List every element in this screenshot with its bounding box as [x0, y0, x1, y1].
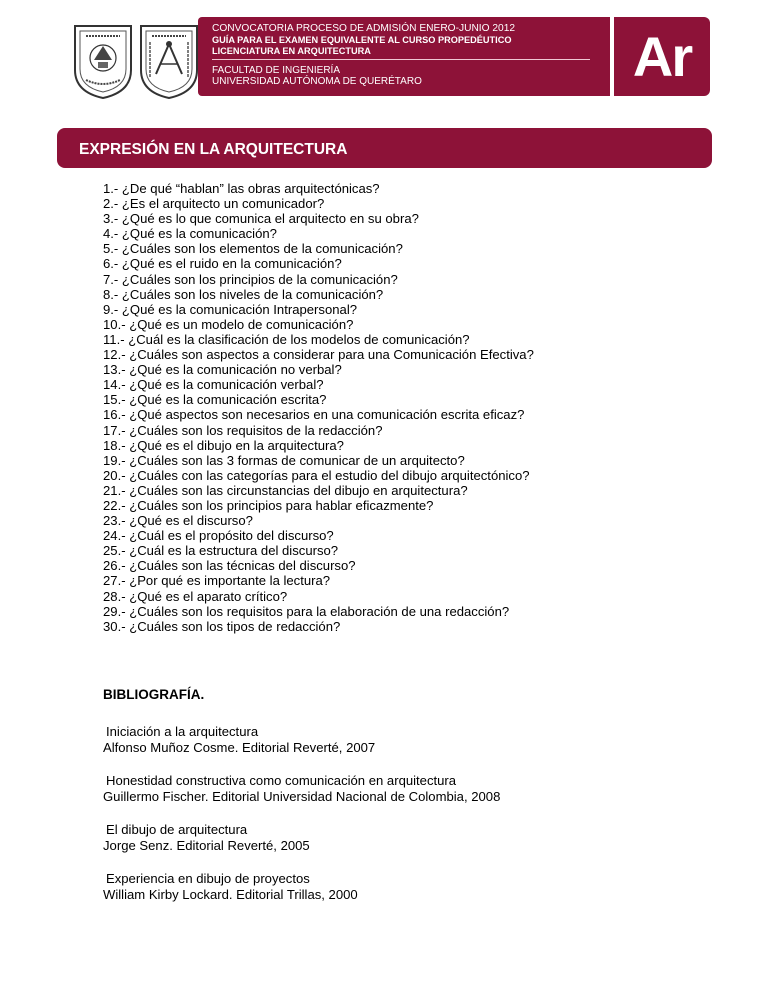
- question-item: 4.- ¿Qué es la comunicación?: [103, 226, 277, 242]
- question-item: 7.- ¿Cuáles son los principios de la comunicación?: [103, 271, 398, 287]
- question-item: 15.- ¿Qué es la comunicación escrita?: [103, 392, 327, 408]
- question-item: 24.- ¿Cuál es el propósito del discurso?: [103, 528, 334, 544]
- question-item: 29.- ¿Cuáles son los requisitos para la elaboración de una redacción?: [103, 603, 510, 619]
- bibliography-entry: [103, 822, 500, 854]
- header-universidad: UNIVERSIDAD AUTÓNOMA DE QUERÉTARO: [212, 76, 422, 87]
- question-list: [103, 181, 534, 634]
- question-item: 18.- ¿Qué es el dibujo en la arquitectura?: [103, 437, 344, 453]
- question-item: 9.- ¿Qué es la comunicación Intrapersonal?: [103, 301, 358, 317]
- question-item: 6.- ¿Qué es el ruido en la comunicación?: [103, 256, 342, 272]
- bibliography-title: Iniciación a la arquitectura: [106, 724, 259, 739]
- bibliography-details: William Kirby Lockard. Editorial Trillas, 2000: [103, 887, 358, 902]
- question-item: 23.- ¿Qué es el discurso?: [103, 513, 253, 529]
- question-item: 30.- ¿Cuáles son los tipos de redacción?: [103, 618, 341, 634]
- bibliography-entry: [103, 724, 500, 756]
- header-guia: GUÍA PARA EL EXAMEN EQUIVALENTE AL CURSO PROPEDÉUTICO: [212, 35, 512, 45]
- question-item: 17.- ¿Cuáles son los requisitos de la redacción?: [103, 422, 383, 438]
- header-convocatoria: CONVOCATORIA PROCESO DE ADMISIÓN ENERO-JUNIO 2012: [212, 23, 516, 34]
- question-item: 22.- ¿Cuáles son los principios para hablar eficazmente?: [103, 497, 434, 513]
- header-banner: [198, 17, 610, 96]
- question-item: 26.- ¿Cuáles son las técnicas del discurso?: [103, 558, 356, 574]
- question-item: 8.- ¿Cuáles son los niveles de la comunicación?: [103, 286, 384, 302]
- question-item: 2.- ¿Es el arquitecto un comunicador?: [103, 196, 325, 212]
- bibliography-details: Alfonso Muñoz Cosme. Editorial Reverté, 2007: [103, 740, 376, 755]
- question-item: 21.- ¿Cuáles son las circunstancias del dibujo en arquitectura?: [103, 482, 468, 498]
- question-item: 1.- ¿De qué “hablan” las obras arquitectónicas?: [103, 181, 380, 196]
- facultad-ingenieria-seal-icon: [138, 22, 200, 100]
- header-licenciatura: LICENCIATURA EN ARQUITECTURA: [212, 46, 371, 56]
- question-item: 12.- ¿Cuáles son aspectos a considerar para una Comunicación Efectiva?: [103, 347, 534, 363]
- header-facultad: FACULTAD DE INGENIERÍA: [212, 65, 340, 76]
- bibliography-entry: [103, 773, 500, 805]
- question-item: 20.- ¿Cuáles con las categorías para el estudio del dibujo arquitectónico?: [103, 467, 530, 483]
- question-item: 25.- ¿Cuál es la estructura del discurso?: [103, 543, 339, 559]
- question-item: 5.- ¿Cuáles son los elementos de la comunicación?: [103, 241, 403, 257]
- question-item: 19.- ¿Cuáles son las 3 formas de comunicar de un arquitecto?: [103, 452, 465, 468]
- question-item: 28.- ¿Qué es el aparato crítico?: [103, 588, 288, 604]
- bibliography-list: [103, 724, 500, 920]
- uaq-seal-icon: [72, 22, 134, 100]
- bibliography-title: Honestidad constructiva como comunicación en arquitectura: [106, 773, 457, 788]
- section-header: [57, 128, 712, 168]
- bibliography-heading: BIBLIOGRAFÍA.: [103, 687, 205, 702]
- section-title: EXPRESIÓN EN LA ARQUITECTURA: [79, 141, 348, 158]
- question-item: 16.- ¿Qué aspectos son necesarios en una comunicación escrita eficaz?: [103, 407, 525, 423]
- question-item: 3.- ¿Qué es lo que comunica el arquitecto en su obra?: [103, 211, 419, 227]
- question-item: 13.- ¿Qué es la comunicación no verbal?: [103, 362, 342, 378]
- bibliography-entry: [103, 871, 500, 903]
- bibliography-details: Jorge Senz. Editorial Reverté, 2005: [103, 838, 310, 853]
- question-item: 14.- ¿Qué es la comunicación verbal?: [103, 377, 324, 393]
- header-divider: [212, 59, 590, 60]
- question-item: 11.- ¿Cuál es la clasificación de los modelos de comunicación?: [103, 331, 470, 347]
- program-badge: Ar: [614, 17, 710, 96]
- bibliography-title: El dibujo de arquitectura: [106, 822, 248, 837]
- question-item: 27.- ¿Por qué es importante la lectura?: [103, 573, 331, 589]
- bibliography-details: Guillermo Fischer. Editorial Universidad Nacional de Colombia, 2008: [103, 789, 501, 804]
- bibliography-title: Experiencia en dibujo de proyectos: [106, 871, 310, 886]
- question-item: 10.- ¿Qué es un modelo de comunicación?: [103, 316, 354, 332]
